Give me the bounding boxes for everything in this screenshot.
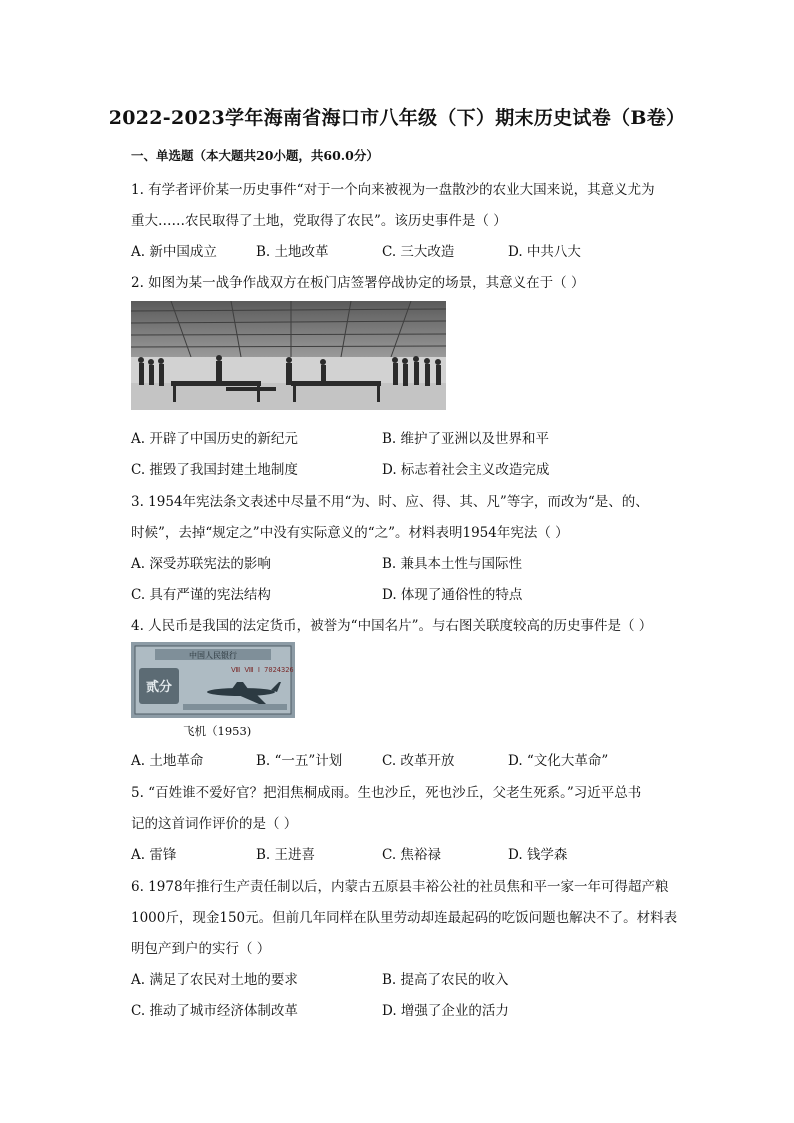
question-5-option-a: A. 雷锋 [131,847,177,863]
question-2-option-b: B. 维护了亚洲以及世界和平 [382,431,550,447]
question-4-option-c: C. 改革开放 [382,753,455,769]
question-6-option-b: B. 提高了农民的收入 [382,972,509,988]
question-2-option-d: D. 标志着社会主义改造完成 [382,462,550,478]
question-5-option-b: B. 王进喜 [256,847,316,863]
banknote-serial: Ⅷ Ⅷ Ⅰ 7024326 [231,666,294,674]
question-6-line-3: 明包产到户的实行（ ） [131,941,271,957]
question-3-option-c: C. 具有严谨的宪法结构 [131,587,271,603]
question-1-line-1: 1. 有学者评价某一历史事件“对于一个向来被视为一盘散沙的农业大国来说，其意义尤为 [131,182,655,198]
question-1-option-d: D. 中共八大 [508,244,581,260]
question-3-line-2: 时候”，去掉“规定之”中没有实际意义的“之”。材料表明1954年宪法（ ） [131,525,569,541]
question-2-option-a: A. 开辟了中国历史的新纪元 [131,431,298,447]
question-5-line-2: 记的这首词作评价的是（ ） [131,816,298,832]
question-4-option-a: A. 土地革命 [131,753,204,769]
question-1-option-b: B. 土地改革 [256,244,329,260]
question-6-option-c: C. 推动了城市经济体制改革 [131,1003,298,1019]
question-6-option-a: A. 满足了农民对土地的要求 [131,972,298,988]
question-2-option-c: C. 摧毁了我国封建土地制度 [131,462,298,478]
question-2-line-1: 2. 如图为某一战争作战双方在板门店签署停战协定的场景，其意义在于（ ） [131,275,585,291]
question-6-line-2: 1000斤，现金150元。但前几年同样在队里劳动却连最起码的吃饭问题也解决不了。材料表 [131,910,678,926]
banknote-image [131,642,295,718]
question-5-option-c: C. 焦裕禄 [382,847,441,863]
question-5-option-d: D. 钱学森 [508,847,568,863]
question-5-line-1: 5. “百姓谁不爱好官？把泪焦桐成雨。生也沙丘，死也沙丘，父老生死系。”习近平总书 [131,785,642,801]
question-6-line-1: 6. 1978年推行生产责任制以后，内蒙古五原县丰裕公社的社员焦和平一家一年可得超产粮 [131,879,669,895]
question-3-option-a: A. 深受苏联宪法的影响 [131,556,271,572]
question-4-line-1: 4. 人民币是我国的法定货币，被誉为“中国名片”。与右图关联度较高的历史事件是（ ） [131,618,653,634]
question-4-option-d: D. “文化大革命” [508,753,609,769]
banknote-denomination: 贰分 [145,680,173,695]
question-4-option-b: B. “一五”计划 [256,753,343,769]
question-3-option-b: B. 兼具本土性与国际性 [382,556,523,572]
question-6-option-d: D. 增强了企业的活力 [382,1003,509,1019]
banknote-caption: 飞机（1953) [183,724,252,738]
banknote-bank-name: 中国人民银行 [189,651,237,660]
question-1-line-2: 重大……农民取得了土地，党取得了农民”。该历史事件是（ ） [131,213,507,229]
section-heading: 一、单选题（本大题共20小题，共60.0分） [131,148,379,163]
armistice-signing-photo [131,301,446,410]
question-1-option-c: C. 三大改造 [382,244,455,260]
question-3-line-1: 3. 1954年宪法条文表述中尽量不用“为、时、应、得、其、凡”等字，而改为“是、的、 [131,494,649,510]
question-3-option-d: D. 体现了通俗性的特点 [382,587,523,603]
question-1-option-a: A. 新中国成立 [131,244,217,260]
page-title: 2022-2023学年海南省海口市八年级（下）期末历史试卷（B卷） [108,107,686,129]
